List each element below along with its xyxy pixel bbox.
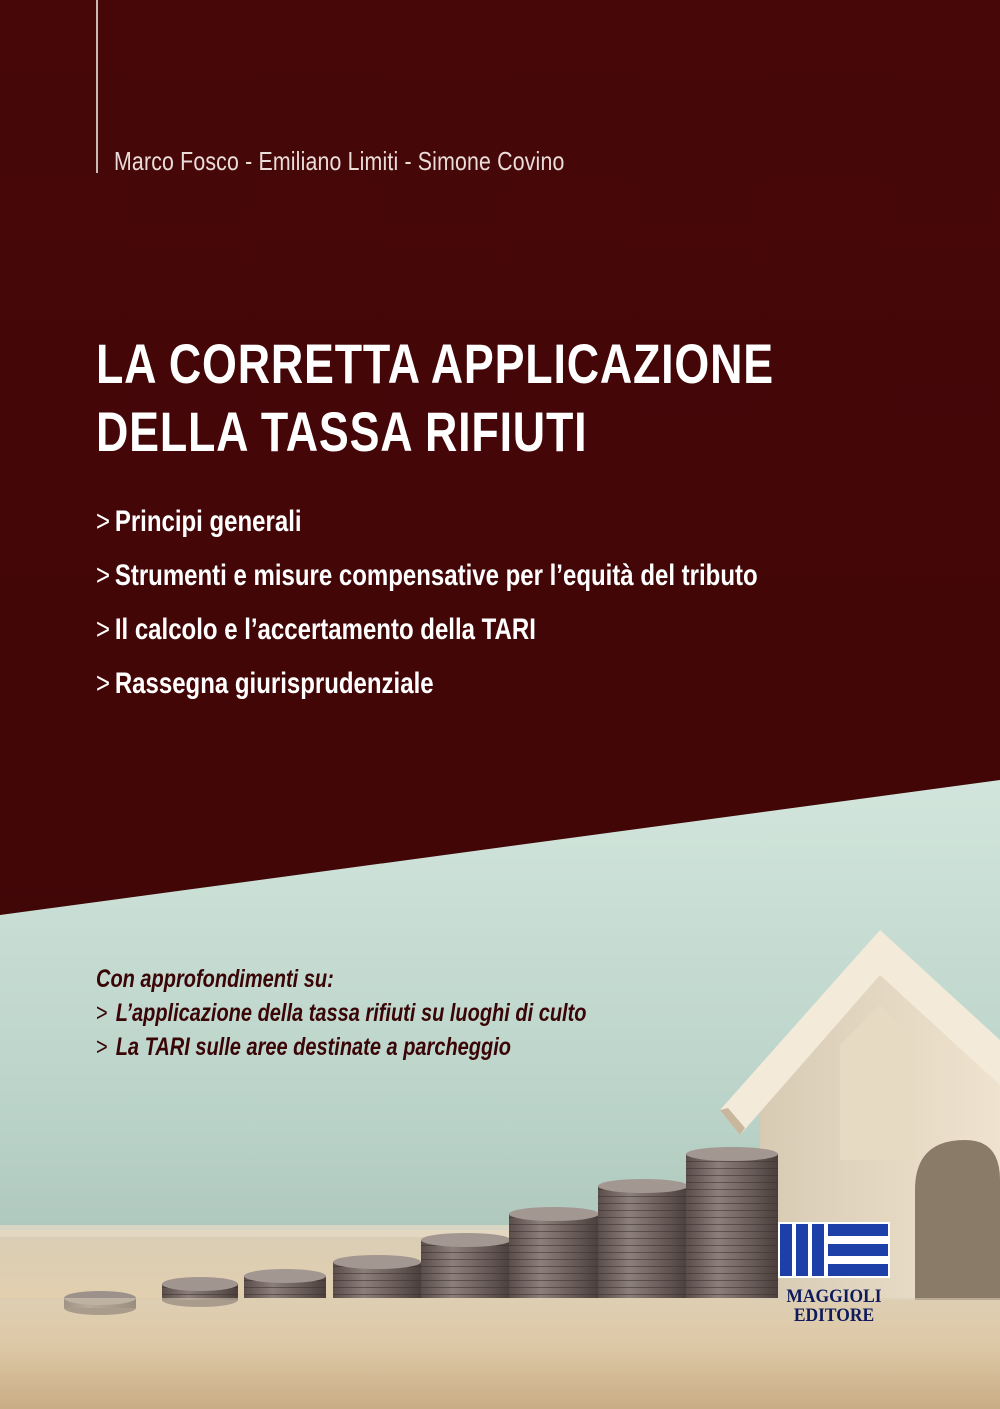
publisher-name: MAGGIOLI bbox=[786, 1286, 882, 1307]
insights-block bbox=[96, 962, 587, 1064]
book-title-line: DELLA TASSA RIFIUTI bbox=[96, 400, 588, 463]
topic-text: Principi generali bbox=[114, 505, 302, 538]
insight-item bbox=[96, 996, 587, 1030]
insight-text: L’applicazione della tassa rifiuti su luoghi di culto bbox=[115, 999, 587, 1027]
insights-heading: Con approfondimenti su: bbox=[96, 965, 334, 993]
publisher-name: EDITORE bbox=[793, 1305, 875, 1326]
topic-item bbox=[96, 664, 758, 718]
bullet-marker: > bbox=[96, 1033, 108, 1061]
authors: Marco Fosco - Emiliano Limiti - Simone Covino bbox=[114, 146, 565, 176]
maggioli-logo-icon bbox=[770, 1218, 898, 1282]
book-title-line: LA CORRETTA APPLICAZIONE bbox=[96, 332, 774, 395]
topic-item bbox=[96, 502, 758, 556]
insight-text: La TARI sulle aree destinate a parcheggio bbox=[115, 1033, 511, 1061]
bullet-marker: > bbox=[96, 559, 111, 592]
topic-text: Il calcolo e l’accertamento della TARI bbox=[114, 613, 536, 646]
bullet-marker: > bbox=[96, 999, 108, 1027]
bullet-marker: > bbox=[96, 667, 111, 700]
topic-item bbox=[96, 556, 758, 610]
topic-item bbox=[96, 610, 758, 664]
publisher-logo bbox=[770, 1218, 898, 1325]
bullet-marker: > bbox=[96, 505, 111, 538]
topic-text: Strumenti e misure compensative per l’equità del tributo bbox=[114, 559, 758, 592]
bullet-marker: > bbox=[96, 613, 111, 646]
book-title bbox=[96, 330, 774, 466]
decorative-vertical-line bbox=[96, 0, 98, 173]
topic-text: Rassegna giurisprudenziale bbox=[114, 667, 434, 700]
topics-list bbox=[96, 502, 923, 718]
insight-item bbox=[96, 1030, 587, 1064]
